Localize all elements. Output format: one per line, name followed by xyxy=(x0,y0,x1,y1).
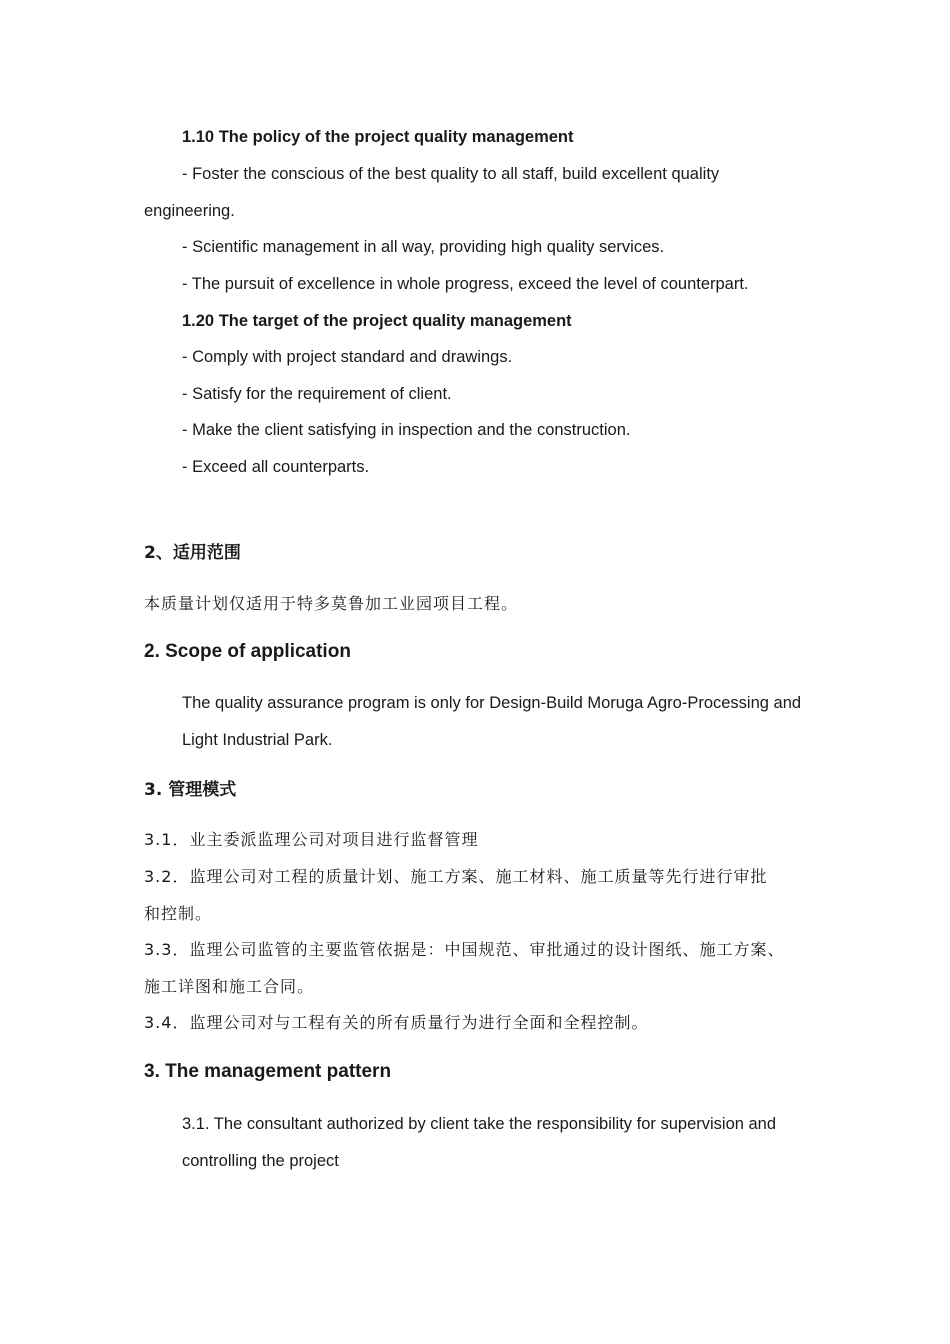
section-3-en-item-1-line-1: 3.1. The consultant authorized by client take the responsibility for supervision and xyxy=(182,1115,777,1133)
section-1-10-heading: 1.10 The policy of the project quality management xyxy=(182,128,574,146)
section-2-en-heading: 2. Scope of application xyxy=(144,641,351,662)
target-item-3: - Make the client satisfying in inspection and the construction. xyxy=(182,421,631,439)
section-2-cn-heading: 2、适用范围 xyxy=(144,543,241,563)
section-2-en-body-line-1: The quality assurance program is only for Design-Build Moruga Agro-Processing and xyxy=(182,694,802,712)
policy-item-1-line-1: - Foster the conscious of the best quality to all staff, build excellent quality xyxy=(182,165,720,183)
target-item-1: - Comply with project standard and drawings. xyxy=(182,348,513,366)
target-item-2: - Satisfy for the requirement of client. xyxy=(182,385,452,403)
section-1-20-heading: 1.20 The target of the project quality management xyxy=(182,312,572,330)
policy-item-3: - The pursuit of excellence in whole progress, exceed the level of counterpart. xyxy=(182,275,749,293)
section-3-en-item-1-line-2: controlling the project xyxy=(182,1152,339,1170)
section-2-en-body-line-2: Light Industrial Park. xyxy=(182,731,333,749)
section-3-cn-heading: 3. 管理模式 xyxy=(144,780,237,800)
section-3-cn-item-3: 3.3．监理公司监管的主要监管依据是：中国规范、审批通过的设计图纸、施工方案、 xyxy=(144,940,785,959)
section-3-cn-item-4: 3.4．监理公司对与工程有关的所有质量行为进行全面和全程控制。 xyxy=(144,1013,649,1032)
section-2-cn-body: 本质量计划仅适用于特多莫鲁加工业园项目工程。 xyxy=(144,594,519,613)
section-3-cn-item-2: 3.2．监理公司对工程的质量计划、施工方案、施工材料、施工质量等先行进行审批 xyxy=(144,867,768,886)
section-3-cn-item-1: 3.1．业主委派监理公司对项目进行监督管理 xyxy=(144,830,479,849)
target-item-4: - Exceed all counterparts. xyxy=(182,458,370,476)
section-3-en-heading: 3. The management pattern xyxy=(144,1061,392,1082)
policy-item-2: - Scientific management in all way, providing high quality services. xyxy=(182,238,665,256)
policy-item-1-line-2: engineering. xyxy=(144,202,235,220)
section-3-cn-item-3-cont: 施工详图和施工合同。 xyxy=(144,977,315,996)
section-3-cn-item-2-cont: 和控制。 xyxy=(144,904,213,923)
